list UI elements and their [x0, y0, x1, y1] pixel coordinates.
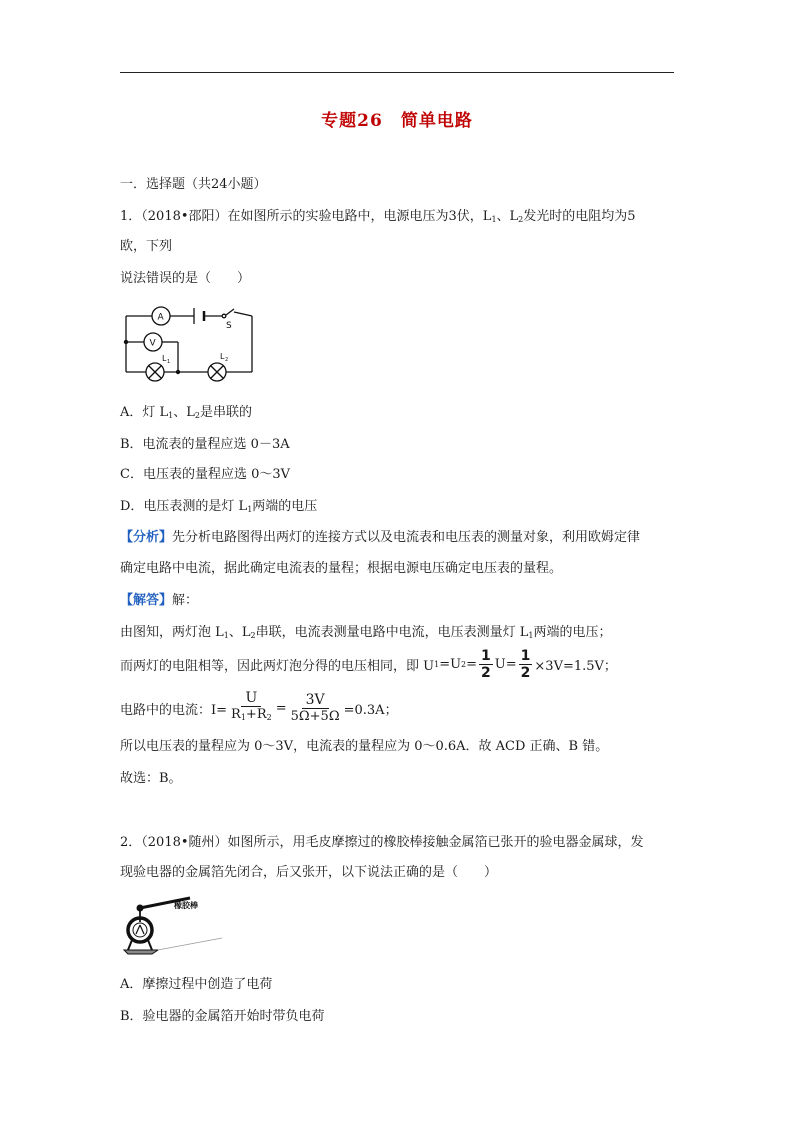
- q1-circuit-figure: [122, 300, 262, 390]
- lamp2-sub: 2: [225, 357, 229, 363]
- voltmeter-label: V: [149, 338, 156, 349]
- q1-stem-line3: 说法错误的是（ ）: [120, 271, 251, 286]
- q1-option-c: C．电压表的量程应选 0～3V: [120, 467, 291, 482]
- q2-stem-line1: 2．（2018•随州）如图所示，用毛皮摩擦过的橡胶棒接触金属箔已张开的验电器金属球，发: [120, 835, 644, 850]
- analysis-tag: 【分析】: [120, 530, 173, 545]
- q1-stem-line1: 1．（2018•邵阳）在如图所示的实验电路中，电源电压为3伏，$L_1$、$L_2$发光时的电阻均为5: [120, 209, 636, 224]
- fraction-half-1: $\frac{1}{2}$: [481, 648, 491, 681]
- fraction-current-formula: $\frac{U}{R_1+R_2}$: [231, 690, 272, 722]
- answer-tag: 【解答】: [120, 593, 173, 608]
- q1-analysis-line1: 【分析】先分析电路图得出两灯的连接方式以及电流表和电压表的测量对象，利用欧姆定律: [120, 530, 641, 545]
- q1-solution-line1: 由图知，两灯泡 $L_1$、$L_2$串联，电流表测量电路中电流，电压表测量灯 $L_1$两端的电压；: [120, 625, 612, 640]
- rod-label: 橡胶棒: [174, 901, 198, 910]
- section-heading: 一．选择题（共24小题）: [120, 177, 267, 192]
- q1-solution-line2: 而两灯的电阻相等，因此两灯泡分得的电压相同，即 U 1 =U 2 = $\frac{1}{2}$ U= $\frac{1}{2}$ ×3V=1.5V；: [120, 648, 617, 681]
- q1-solution-line4: 所以电压表的量程应为 0～3V，电流表的量程应为 0～0.6A．故 ACD 正确、B 错。: [120, 739, 609, 754]
- ammeter-label: A: [157, 312, 164, 323]
- page-title: 专题26 简单电路: [321, 111, 473, 131]
- q2-electroscope-figure: [118, 894, 228, 960]
- fraction-half-2: $\frac{1}{2}$: [520, 648, 531, 681]
- q1-answer-heading: 【解答】解：: [120, 593, 199, 608]
- lamp2-label: L: [220, 352, 225, 361]
- lamp1-label: L: [162, 354, 167, 363]
- q1-solution-line3: 电路中的电流：I= $\frac{U}{R_1+R_2}$ = $\frac{3V}{5\Omega+5\Omega}$ =0.3A；: [120, 690, 398, 726]
- q2-option-b: B．验电器的金属箔开始时带负电荷: [120, 1009, 325, 1024]
- fraction-current-values: $\frac{3V}{5\Omega+5\Omega}$: [290, 691, 340, 724]
- q1-analysis-line2: 确定电路中电流，据此确定电流表的量程；根据电源电压确定电压表的量程。: [120, 561, 563, 576]
- q1-option-b: B．电流表的量程应选 0－3A: [120, 437, 290, 452]
- q1-solution-line5: 故选：B。: [120, 771, 182, 786]
- q2-option-a: A．摩擦过程中创造了电荷: [120, 977, 273, 992]
- header-rule: [120, 72, 674, 73]
- switch-label: S: [226, 321, 232, 331]
- lamp1-sub: 1: [167, 359, 171, 365]
- q1-option-a: A．灯 $L_1$、$L_2$是串联的: [120, 405, 252, 420]
- q2-stem-line2: 现验电器的金属箔先闭合，后又张开，以下说法正确的是（ ）: [120, 865, 498, 880]
- q1-stem-line2: 欧，下列: [120, 239, 173, 254]
- q1-option-d: D．电压表测的是灯 $L_1$两端的电压: [120, 499, 318, 514]
